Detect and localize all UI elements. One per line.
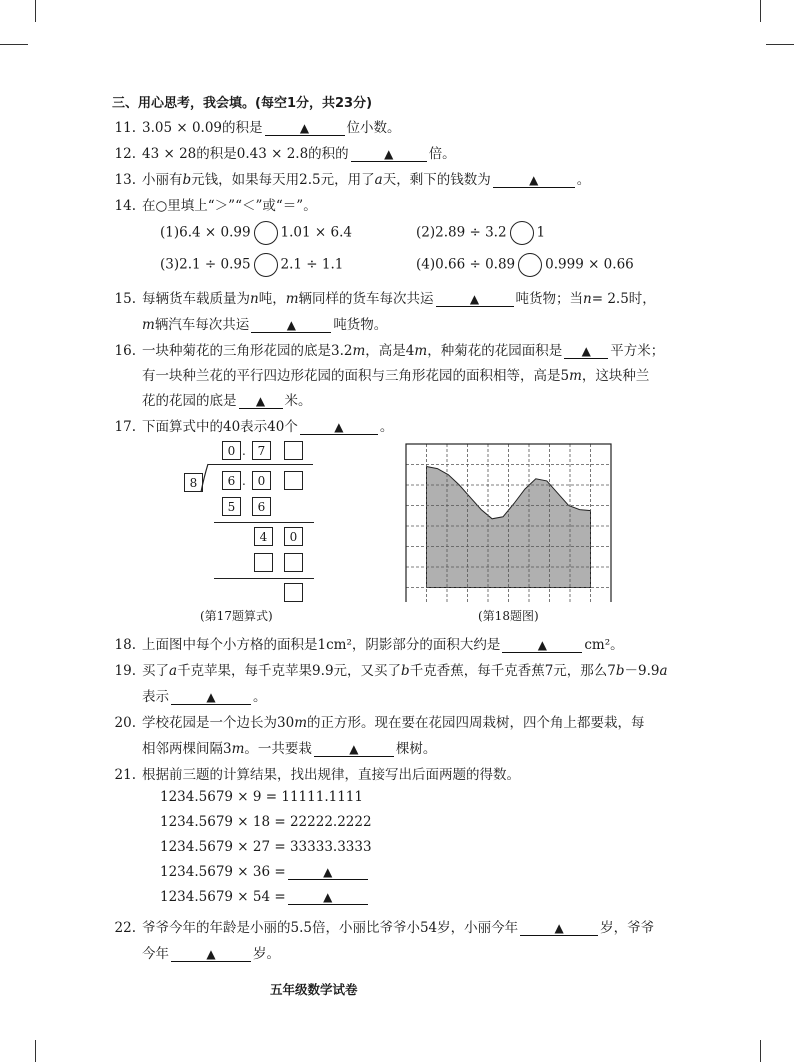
answer-blank[interactable]: ▲ xyxy=(564,344,608,359)
product-digit[interactable] xyxy=(254,553,273,572)
question-15: 15. 每辆货车载质量为n吨，m辆同样的货车每次共运 ▲ 吨货物；当n= 2.5时， xyxy=(114,291,656,307)
question-18: 18. 上面图中每个小方格的面积是1cm²，阴影部分的面积大约是 ▲ cm²。 xyxy=(114,637,624,653)
compare-item-4: (4)0.66 ÷ 0.89 0.999 × 0.66 xyxy=(416,253,634,277)
answer-blank[interactable]: ▲ xyxy=(288,890,368,905)
question-16-line-3: 花的花园的底是 ▲ 米。 xyxy=(142,393,312,409)
pattern-question-2: 1234.5679 × 54 = ▲ xyxy=(160,889,370,905)
quotient-digit[interactable] xyxy=(284,441,303,460)
dividend-digit: 0 xyxy=(252,471,271,490)
section-title: 三、用心思考，我会填。(每空1分，共23分) xyxy=(112,96,373,111)
answer-blank[interactable]: ▲ xyxy=(351,147,427,162)
answer-blank[interactable]: ▲ xyxy=(314,742,394,757)
question-22-line-2: 今年 ▲ 岁。 xyxy=(142,946,280,962)
answer-blank[interactable]: ▲ xyxy=(171,947,251,962)
question-20: 20. 学校花园是一个边长为30m的正方形。现在要在花园四周栽树，四个角上都要栽，每 xyxy=(114,715,645,731)
page-footer: 五年级数学试卷 xyxy=(270,982,358,997)
crop-mark xyxy=(760,0,761,22)
compare-item-3: (3)2.1 ÷ 0.95 2.1 ÷ 1.1 xyxy=(160,253,343,277)
subtraction-line xyxy=(214,578,314,579)
answer-blank[interactable]: ▲ xyxy=(520,921,598,936)
pattern-question-1: 1234.5679 × 36 = ▲ xyxy=(160,864,370,880)
question-21: 21. 根据前三题的计算结果，找出规律，直接写出后面两题的得数。 xyxy=(114,767,520,783)
dividend-digit[interactable] xyxy=(284,471,303,490)
question-16: 16. 一块种菊花的三角形花园的底是3.2m，高是4m，种菊花的花园面积是 ▲ 平方米； xyxy=(114,343,665,359)
remainder-digit: 0 xyxy=(284,527,303,546)
quotient-digit: 0 xyxy=(222,441,241,460)
question-13: 13. 小丽有b元钱，如果每天用2.5元，用了a天，剩下的钱数为 ▲ 。 xyxy=(114,172,591,188)
compare-item-1: (1)6.4 × 0.99 1.01 × 6.4 xyxy=(160,221,352,245)
caption-17: (第17题算式) xyxy=(200,609,273,623)
product-digit: 5 xyxy=(222,497,241,516)
question-17: 17. 下面算式中的40表示40个 ▲ 。 xyxy=(114,419,394,435)
quotient-digit: 7 xyxy=(252,441,271,460)
crop-mark xyxy=(35,0,36,22)
caption-18: (第18题图) xyxy=(478,609,539,623)
crop-mark xyxy=(35,1040,36,1062)
answer-blank[interactable]: ▲ xyxy=(493,173,575,188)
question-19: 19. 买了a千克苹果，每千克苹果9.9元，又买了b千克香蕉，每千克香蕉7元，那么7b－9.9a xyxy=(114,663,668,679)
compare-circle[interactable] xyxy=(254,253,278,277)
answer-blank[interactable]: ▲ xyxy=(251,318,331,333)
question-19-line-2: 表示 ▲ 。 xyxy=(142,689,267,705)
answer-blank[interactable]: ▲ xyxy=(436,292,514,307)
crop-mark xyxy=(0,44,28,45)
decimal-point: . xyxy=(242,474,246,488)
divisor-digit: 8 xyxy=(184,473,203,492)
pattern-line: 1234.5679 × 9 = 11111.1111 xyxy=(160,789,363,805)
answer-blank[interactable]: ▲ xyxy=(300,420,378,435)
compare-circle[interactable] xyxy=(510,221,534,245)
pattern-line: 1234.5679 × 18 = 22222.2222 xyxy=(160,814,372,830)
question-11: 11. 3.05 × 0.09的积是 ▲ 位小数。 xyxy=(114,120,401,136)
compare-circle[interactable] xyxy=(254,221,278,245)
answer-blank[interactable]: ▲ xyxy=(288,865,368,880)
question-20-line-2: 相邻两棵间隔3m。一共要栽 ▲ 棵树。 xyxy=(142,741,437,757)
product-digit: 6 xyxy=(252,497,271,516)
division-bar xyxy=(208,464,313,465)
product-digit[interactable] xyxy=(284,553,303,572)
question-16-line-2: 有一块种兰花的平行四边形花园的面积与三角形花园的面积相等，高是5m，这块种兰 xyxy=(142,368,650,384)
crop-mark xyxy=(760,1040,761,1062)
dividend-digit: 6 xyxy=(222,471,241,490)
subtraction-line xyxy=(214,522,314,523)
question-15-line-2: m辆汽车每次共运 ▲ 吨货物。 xyxy=(142,317,388,333)
question-12: 12. 43 × 28的积是0.43 × 2.8的积的 ▲ 倍。 xyxy=(114,146,456,162)
decimal-point: . xyxy=(242,444,246,458)
figure-18-grid xyxy=(402,440,636,602)
remainder-digit[interactable] xyxy=(284,583,303,602)
question-14: 14. 在○里填上“＞”“＜”或“＝”。 xyxy=(114,198,317,214)
compare-item-2: (2)2.89 ÷ 3.2 1 xyxy=(416,221,545,245)
remainder-digit: 4 xyxy=(254,527,273,546)
answer-blank[interactable]: ▲ xyxy=(265,121,345,136)
compare-circle[interactable] xyxy=(518,253,542,277)
answer-blank[interactable]: ▲ xyxy=(239,394,283,409)
answer-blank[interactable]: ▲ xyxy=(502,638,582,653)
pattern-line: 1234.5679 × 27 = 33333.3333 xyxy=(160,839,372,855)
answer-blank[interactable]: ▲ xyxy=(171,690,251,705)
crop-mark xyxy=(766,44,794,45)
question-22: 22. 爷爷今年的年龄是小丽的5.5倍，小丽比爷爷小54岁，小丽今年 ▲ 岁，爷爷 xyxy=(114,920,655,936)
